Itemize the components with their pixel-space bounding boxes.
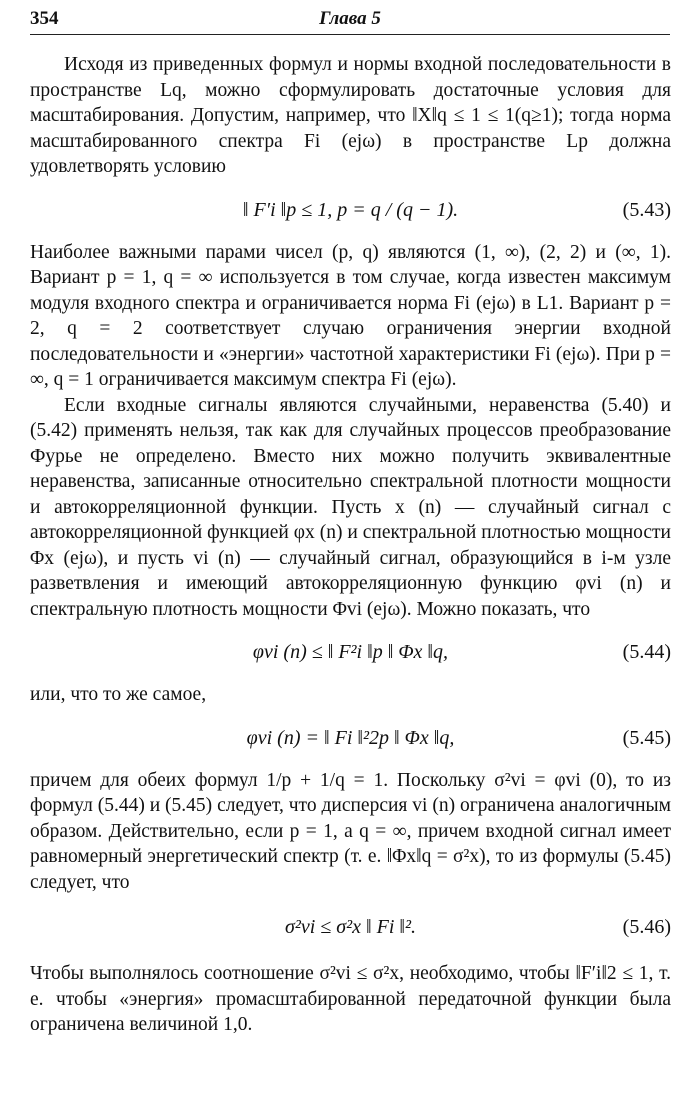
equation-number: (5.43) (622, 198, 671, 221)
paragraph-5: причем для обеих формул 1/p + 1/q = 1. Поскольку σ²vi = φvi (0), то из формул (5.44) и (5.45) следует, что дисперсия vi (n) ограничена аналогичным образом. Действительно, если p = 1, а q = ∞, причем входной сигнал имеет равномерный энергетический спектр (т. е. ‖Φx‖q = σ²x), то из формулы (5.45) следует, что (30, 769, 671, 893)
page-body (30, 52, 671, 1038)
chapter-title: Глава 5 (319, 8, 381, 29)
paragraph-2: Наиболее важными парами чисел (p, q) являются (1, ∞), (2, 2) и (∞, 1). Вариант p = 1, q = ∞ используется в том случае, когда известен максимум модуля входного спектра и ограничивается норма Fi (ejω) в L1. Вариант p = 2, q = 2 соответствует случаю ограничения энергии входной последовательности и «энергии» частотной характеристики Fi (ejω). При p = ∞, q = 1 ограничивается максимум спектра Fi (ejω). (30, 241, 671, 390)
header-rule (30, 34, 670, 35)
equation-formula: σ²vi ≤ σ²x ‖ Fi ‖². (284, 916, 416, 938)
paragraph-4: или, что то же самое, (30, 684, 207, 705)
paragraph-6: Чтобы выполнялось соотношение σ²vi ≤ σ²x, необходимо, чтобы ‖F′i‖2 ≤ 1, т. е. чтобы «энергия» промасштабированной передаточной функции была ограничена величиной 1,0. (30, 963, 671, 1035)
equation-5-45 (30, 718, 671, 758)
equation-5-43 (30, 190, 671, 230)
paragraph-3: Если входные сигналы являются случайными, неравенства (5.40) и (5.42) применять нельзя, так как для случайных процессов преобразование Фурье не определено. Вместо них можно получить эквивалентные неравенства, записанные относительно спектральной плотности мощности и автокорреляционной функции. Пусть x (n) — случайный сигнал с автокорреляционной функцией φx (n) и спектральной плотностью мощности Φx (ejω), и пусть vi (n) — случайный сигнал, образующийся в i-м узле разветвления и имеющий автокорреляционную функцию φvi (n) и спектральную плотность мощности Φvi (ejω). Можно показать, что (30, 394, 671, 620)
page-number: 354 (30, 8, 59, 29)
equation-formula: φvi (n) ≤ ‖ F²i ‖p ‖ Φx ‖q, (252, 641, 449, 663)
equation-number: (5.46) (622, 916, 671, 938)
page-header (30, 8, 670, 34)
equation-5-46 (30, 907, 671, 947)
equation-formula: φvi (n) = ‖ Fi ‖²2p ‖ Φx ‖q, (246, 726, 455, 749)
equation-number: (5.44) (622, 641, 671, 663)
equation-5-44 (30, 632, 671, 672)
paragraph-1: Исходя из приведенных формул и нормы входной последовательности в пространстве Lq, можно сформулировать достаточные условия для масштабирования. Допустим, например, что ‖X‖q ≤ 1 ≤ 1(q≥1); тогда норма масштабированного спектра Fi (ejω) в пространстве Lp должна удовлетворять условию (30, 54, 671, 177)
equation-number: (5.45) (622, 726, 671, 749)
equation-formula: ‖ F′i ‖p ≤ 1, p = q / (q − 1). (242, 198, 459, 221)
